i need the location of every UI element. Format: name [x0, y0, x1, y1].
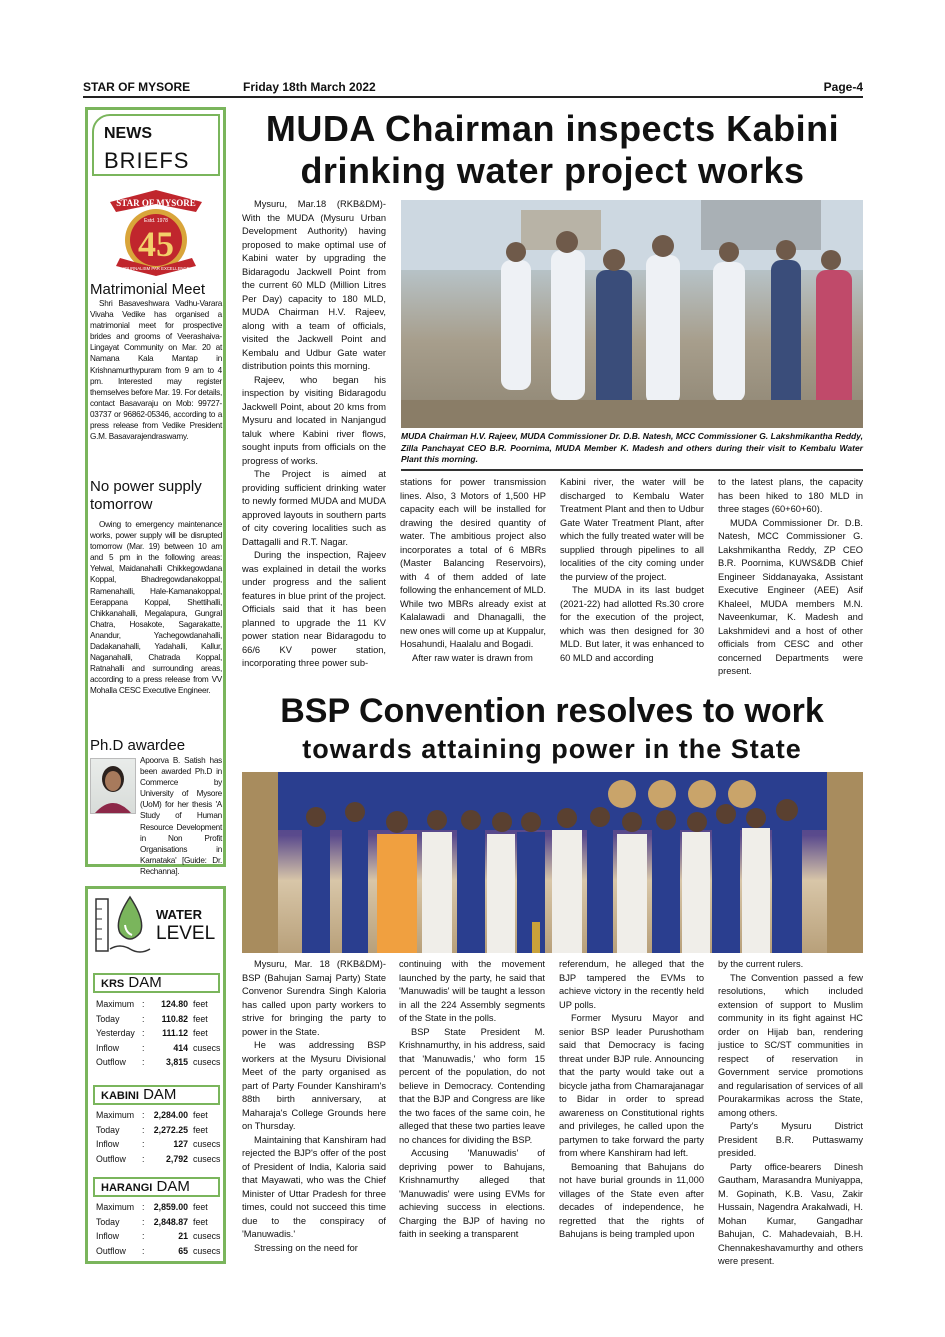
article2-col2	[399, 958, 545, 1242]
dam-row-value: 65	[178, 1245, 188, 1256]
dam-row-unit: feet	[193, 1216, 208, 1227]
level-label: LEVEL	[156, 923, 216, 944]
kabini-dam-table	[96, 1110, 222, 1168]
article1-col4	[718, 476, 863, 679]
dam-row-unit: cusecs	[193, 1042, 221, 1053]
paper-name: STAR OF MYSORE	[83, 80, 191, 94]
paragraph: Rajeev, who began his inspection by visiting Bidaragodu Jackwell Point, about 20 kms from Mysuru and located in Nanjangud taluk where Kabini river flows, sought inputs from officials on the progress of works.	[242, 374, 386, 466]
article1-col3	[560, 476, 704, 665]
inspection-photo-caption: MUDA Chairman H.V. Rajeev, MUDA Commissioner Dr. D.B. Natesh, MCC Commissioner G. Lakshmikantha Reddy, Zilla Panchayat CEO B.R. Poornima, MUDA Member K. Madesh and others during their visit to Kembalu Water Plant this morning.	[401, 431, 863, 464]
dam-prefix: KRS	[101, 978, 125, 990]
dam-prefix: HARANGI	[101, 1182, 153, 1194]
headline-line: MUDA Chairman inspects Kabini	[265, 108, 840, 149]
paragraph: The Project is aimed at providing sufficient drinking water to newly formed MUDA and MUDA approved layouts in southern parts of city covering localities such as Dattagalli and R.T. Nagar.	[242, 469, 386, 547]
paragraph: Party office-bearers Dinesh Gautham, Marasandra Muniyappa, M. Gopinath, K.B. Vasu, Zakir Hussain, Nagendra Arakalwadi, H. Mohan Kumar, Gangadhar Bahujan, C. Mahadevaiah, B.H. Chennakeshavamurthy and others were present.	[718, 1161, 863, 1266]
article2-col4	[718, 958, 863, 1269]
news-briefs-box	[85, 107, 226, 876]
dam-row-label: Maximum	[96, 1202, 135, 1212]
dam-row-value: 21	[178, 1231, 188, 1242]
dam-row-label: Maximum	[96, 999, 135, 1009]
article2-headline	[238, 692, 866, 768]
dam-row-colon: :	[142, 1231, 145, 1242]
dam-row-value: 124.80	[161, 999, 188, 1009]
dam-row-unit: feet	[193, 1202, 208, 1212]
paragraph: stations for power transmission lines. Also, 3 Motors of 1,500 HP capacity each will be installed for drawing the desired quantity of water. The ambitious project also incorporates a total of 6 MBRs (Master Balancing Reservoirs), with 4 of them added of late following the enhancement of MLD. While two MBRs already exist at Kalalawadi and Dhanagalli, the new ones will come up at Kuppalur, Hosahundi, Haalalu and Bogadi.	[400, 477, 546, 649]
headline-line: BSP Convention resolves to work	[280, 692, 824, 730]
paragraph: Mysuru, Mar.18 (RKB&DM)- With the MUDA (Mysuru Urban Development Authority) having proposed to make optimal use of Kabini water by upgrading the Bidaragodu Jackwell Point from the current 60 MLD (Million Litres Per Day) capacity to 180 MLD, MUDA Chairman H.V. Rajeev, along with a team of officials, visited the Jackwell Point and Kembalu and Udbur Gate water distribution points this morning.	[242, 199, 386, 371]
paragraph: BSP State President M. Krishnamurthy, in his address, said that 'Manuwadis,' who form 15 percent of the population, do not believe in Democracy. Contending that the BJP and Congress are like the two faces of the same coin, he alleged that these two parties leave no chances for dividing the BSP.	[399, 1026, 545, 1145]
dam-row-label: Inflow	[96, 1231, 119, 1242]
brief-title-phd: Ph.D awardee	[90, 737, 186, 754]
dam-row	[96, 999, 222, 1014]
dam-row-unit: feet	[193, 999, 208, 1009]
badge-est-text: Estd. 1978	[144, 218, 168, 224]
awardee-photo	[90, 758, 136, 814]
paragraph: The MUDA in its last budget (2021-22) had allotted Rs.30 crore for the execution of the project, which was then designed for 30 MLD. But later, it was enhanced to 60 MLD and according	[560, 585, 704, 663]
paragraph: to the latest plans, the capacity has been hiked to 180 MLD in three stages (60+60+60).	[718, 477, 863, 514]
dam-row-label: Today	[96, 1013, 120, 1024]
headline-line: towards attaining power in the State	[302, 734, 802, 764]
dam-row	[96, 1028, 222, 1043]
dam-label: DAM	[128, 974, 162, 991]
paragraph: Mysuru, Mar. 18 (RKB&DM)- BSP (Bahujan Samaj Party) State Convenor Surendra Singh Kaloria has called upon party workers to strive for bringing the party to power in the State.	[242, 959, 386, 1037]
dam-row	[96, 1043, 222, 1058]
paragraph: Bemoaning that Bahujans do not have burial grounds in 11,000 villages of the State even after decades of independence, he regretted that the rights of Bahujans is being trampled upon	[559, 1161, 704, 1239]
dam-row	[96, 1110, 222, 1125]
dam-row	[96, 1057, 222, 1072]
paragraph: by the current rulers.	[718, 959, 804, 969]
article1-col1	[242, 198, 386, 671]
paragraph: Kabini river, the water will be discharged to Kembalu Water Treatment Plant and then to Udbur Gate Water Treatment Plant, after which the fully treated water will be supplied through pipelines to all localities of the city coming under the purview of the project.	[560, 477, 704, 582]
dam-row-value: 111.12	[162, 1028, 188, 1039]
dam-row	[96, 1154, 222, 1169]
paragraph: Former Mysuru Mayor and senior BSP leader Purushotham said that Democracy is facing threat under BJP rule. Announcing that the party would take out a bicycle jatha from Chamarajanagar to Bidar in order to spread awareness on Constitutional rights and privileges, he called upon the partymen to take forward the party from where Kanshiram had left.	[559, 1013, 704, 1158]
paragraph: Stressing on the need for	[254, 1242, 358, 1253]
dam-row-label: Today	[96, 1124, 120, 1135]
headline-line: drinking water project works	[300, 150, 805, 191]
issue-date: Friday 18th March 2022	[243, 80, 376, 94]
dam-row-unit: cusecs	[193, 1245, 221, 1256]
badge-tagline: JOURNALISM PAR EXCELLENCE	[122, 266, 190, 271]
water-level-box	[85, 886, 226, 1264]
dam-row-colon: :	[142, 1042, 145, 1053]
dam-row-unit: feet	[193, 1013, 208, 1024]
inspection-photo	[401, 200, 863, 428]
dam-row-value: 2,848.87	[153, 1216, 188, 1227]
dam-row-value: 2,284.00	[153, 1110, 188, 1120]
dam-row-value: 110.82	[161, 1013, 188, 1024]
dam-row-value: 3,815	[165, 1057, 188, 1068]
dam-row-colon: :	[142, 1153, 145, 1164]
brief-body-matrimonial: Shri Basaveshwara Vadhu-Varara Vivaha Vedike has organised a matrimonial meet for prospective brides and grooms of Veerashaiva-Lingayat Community on Mar. 20 at Namana Kala Mantap in Krishnamurthypuram from 9 am to 4 pm. Interested may register themselves before Mar. 19. For details, contact Basavaraju on Mob: 99727-03737 or 96862-05346, according to a press release from Vedike President G.M. Basavarajendraswamy.	[90, 299, 222, 442]
masthead	[83, 78, 863, 96]
dam-row-label: Yesterday	[96, 1028, 135, 1039]
dam-row-colon: :	[142, 1202, 145, 1212]
article1-headline	[240, 108, 865, 192]
krs-dam-header	[93, 973, 220, 993]
dam-row-value: 2,792	[165, 1153, 188, 1164]
news-label: NEWS	[104, 125, 152, 142]
page-number: Page-4	[823, 80, 863, 94]
briefs-label: BRIEFS	[104, 148, 190, 173]
dam-row-unit: feet	[193, 1124, 208, 1135]
paragraph: Maintaining that Kanshiram had rejected the BJP's offer of the post of President of India, Kaloria said that Mayawati, who was the Chief Minister of Uttar Pradesh for three times, could not succeed this time due to the conspiracy of 'Manuwadis.'	[242, 1134, 386, 1239]
dam-row-label: Today	[96, 1216, 120, 1227]
dam-row-colon: :	[142, 1110, 145, 1120]
dam-row	[96, 1217, 222, 1232]
news-briefs-header	[92, 114, 220, 176]
brief-title-matrimonial: Matrimonial Meet	[90, 281, 206, 298]
dam-row-unit: cusecs	[193, 1231, 221, 1242]
paragraph: During the inspection, Rajeev was explained in detail the works under progress and the salient features in blue print of the project. Officials said that it has been planned to upgrade the 11 KV power station near Bidaragodu to 66/6 KV power station, incorporating three power sub-	[242, 550, 386, 668]
dam-row-label: Inflow	[96, 1139, 119, 1150]
dam-row	[96, 1202, 222, 1217]
dam-row-colon: :	[142, 1216, 145, 1227]
dam-row-colon: :	[142, 1139, 145, 1150]
water-label: WATER	[156, 907, 202, 922]
dam-row-label: Outflow	[96, 1245, 126, 1256]
dam-row-unit: feet	[193, 1028, 208, 1039]
convention-photo	[242, 772, 863, 953]
paragraph: After raw water is drawn from	[412, 652, 533, 663]
dam-row-label: Maximum	[96, 1110, 135, 1120]
dam-row-value: 2,859.00	[153, 1202, 188, 1212]
dam-row-unit: feet	[193, 1110, 208, 1120]
dam-row	[96, 1014, 222, 1029]
anniversary-badge-icon	[100, 184, 212, 284]
dam-row-unit: cusecs	[193, 1153, 221, 1164]
dam-row-unit: cusecs	[193, 1139, 221, 1150]
brief-title-power: No power supply tomorrow	[90, 478, 202, 513]
dam-row	[96, 1246, 222, 1261]
badge-number: 45	[138, 224, 174, 264]
dam-row-colon: :	[142, 999, 145, 1009]
dam-row-colon: :	[142, 1013, 145, 1024]
harangi-dam-header	[93, 1177, 220, 1197]
dam-row-colon: :	[142, 1124, 145, 1135]
paragraph: The Convention passed a few resolutions, which included extension of support to Muslim community in its fight against HC order on Hijab ban, rendering justice to SC/ST communities in respect of reservation in Government service promotions and regularisation of services of all Pourakarmikas across the State, among others.	[718, 972, 863, 1118]
dam-prefix: KABINI	[101, 1090, 139, 1102]
paragraph: Accusing 'Manuwadis' of depriving power to Bahujans, Krishnamurthy alleged that 'Manuwadis' were using EVMs for achieving success in elections. Charging the BJP of having no faith in seeking a transparent	[399, 1148, 545, 1239]
paragraph: He was addressing BSP workers at the Mysuru Divisional Meet of the party organised as part of Party Founder Kanshiram's 88th birth anniversary, at Maharaja's College Grounds here on Thursday.	[242, 1040, 386, 1131]
brief-body-phd: Apoorva B. Satish has been awarded Ph.D in Commerce by University of Mysore (UoM) for her thesis 'A Study of Human Resource Development in Non Profit Organisations in Karnataka' [Guide: Dr. Rechanna].	[140, 756, 222, 876]
masthead-rule	[83, 96, 863, 98]
kabini-dam-header	[93, 1085, 220, 1105]
caption-rule	[401, 469, 863, 471]
dam-row-colon: :	[142, 1057, 145, 1068]
dam-row-label: Inflow	[96, 1042, 119, 1053]
paragraph: continuing with the movement launched by the party, he said that 'Manuwadis' will be taught a lesson in all the 224 Assembly segments of the State in the polls.	[399, 959, 545, 1023]
dam-row	[96, 1125, 222, 1140]
dam-row-unit: cusecs	[193, 1057, 221, 1068]
dam-row-value: 2,272.25	[153, 1124, 188, 1135]
dam-row-value: 414	[173, 1042, 188, 1053]
article2-col3	[559, 958, 704, 1242]
article1-col2	[400, 476, 546, 665]
krs-dam-table	[96, 999, 222, 1072]
harangi-dam-table	[96, 1202, 222, 1260]
dam-row-label: Outflow	[96, 1057, 126, 1068]
dam-label: DAM	[143, 1086, 177, 1103]
dam-row-colon: :	[142, 1028, 145, 1039]
dam-row-colon: :	[142, 1245, 145, 1256]
water-drop-icon	[92, 893, 152, 955]
dam-row	[96, 1139, 222, 1154]
badge-top-text: STAR OF MYSORE	[116, 198, 196, 208]
paragraph: referendum, he alleged that the BJP tampered the EVMs to achieve victory in the recently held UP polls.	[559, 959, 704, 1010]
water-level-header	[92, 893, 220, 955]
dam-row-value: 127	[173, 1139, 188, 1150]
dam-row	[96, 1231, 222, 1246]
brief-body-power: Owing to emergency maintenance works, power supply will be disrupted tomorrow (Mar. 19) between 10 am and 5 pm in the following areas: Yelwal, Maidanahalli Chikkegowdana Koppal, Bhadregowdanakoppal, Ramenahalli, Hale-Kamanakoppal, Eerappana Koppal, Shettihalli, Chikkanahalli, Megalapura, Gungral Chatra, Hosakote, Sagarakatte, Anandur, Yachegowdanahalli, Dadakanahalli, Yadahalli, Kallur, Naganahalli, Chatrada Koppal, Ratnahalli and surrounding areas, according to a press release from VV Mohalla CESC Executive Engineer.	[90, 520, 222, 696]
paragraph: Party's Mysuru District President B.R. Puttaswamy presided.	[718, 1121, 863, 1158]
dam-row-label: Outflow	[96, 1153, 126, 1164]
article2-col1	[242, 958, 386, 1255]
dam-label: DAM	[156, 1178, 190, 1195]
paragraph: MUDA Commissioner Dr. D.B. Natesh, MCC Commissioner G. Lakshmikantha Reddy, ZP CEO B.R. Poornima, KUWS&DB Chief Engineer Siddanayaka, Assistant Executive Engineer (AEE) Asif Khaleel, MUDA members M.N. Naveenkumar, K. Madesh and Lakshmidevi and a host of other officials from CESC and other concerned Departments were present.	[718, 517, 863, 676]
